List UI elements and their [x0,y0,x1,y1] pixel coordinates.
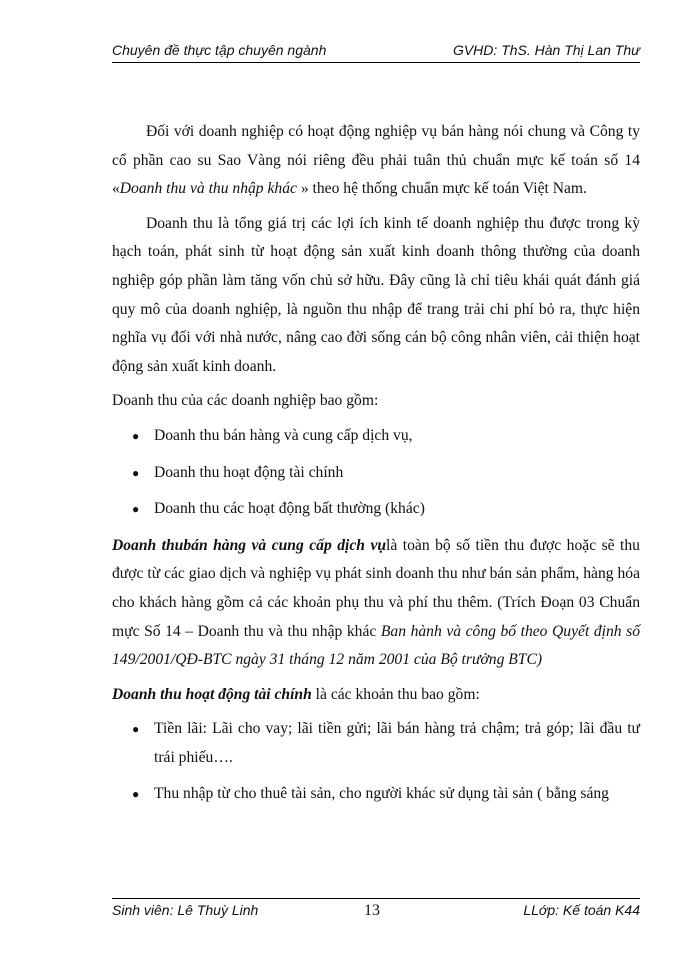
bullet-icon: ● [132,787,140,802]
header-supervisor: GVHD: ThS. Hàn Thị Lan Thư [452,42,640,58]
revenue-types-list [112,422,640,524]
financial-revenue-list [112,715,640,809]
bullet-icon: ● [132,428,140,443]
p4-italic: Ban hành và công bố theo Quyết định số 149/2001/QĐ-BTC ngày 31 tháng 12 năm 2001 của Bộ trưởng BTC) [112,622,640,669]
list-item-text: Doanh thu bán hàng và cung cấp dịch vụ, [154,426,413,444]
term-financial-revenue: Doanh thu hoạt động tài chính [112,685,312,703]
list-item [112,715,640,772]
page-number: 13 [364,902,380,919]
paragraph-revenue-definition: Doanh thu là tổng giá trị các lợi ích kinh tế doanh nghiệp thu được trong kỳ hạch toán, phát sinh từ hoạt động sản xuất kinh doanh thông thường của doanh nghiệp góp phần làm tăng vốn chủ sở hữu. Đây cũng là chỉ tiêu khái quát đánh giá quy mô của doanh nghiệp, là nguồn thu nhập để trang trải chi phí bỏ ra, thực hiện nghĩa vụ đối với nhà nước, nâng cao đời sống cán bộ công nhân viên, cải thiện hoạt động sản xuất kinh doanh. [112,214,640,375]
paragraph-revenue-includes: Doanh thu của các doanh nghiệp bao gồm: [112,392,379,410]
list-item [112,495,640,524]
list-item-text: Tiền lãi: Lãi cho vay; lãi tiền gửi; lãi bán hàng trả chậm; trả góp; lãi đầu tư trái phiếu…. [154,720,640,766]
p1-text-b: » theo hệ thống chuẩn mực kế toán Việt Nam. [300,180,587,198]
list-item-text: Doanh thu hoạt động tài chính [154,463,344,481]
page-header [112,40,640,63]
bullet-icon: ● [132,502,140,517]
bullet-icon: ● [132,722,140,737]
footer-student: Sinh viên: Lê Thuỳ Linh [112,902,259,918]
bullet-icon: ● [132,465,140,480]
page-footer [112,898,640,919]
footer-class: LLớp: Kế toán K44 [523,902,640,918]
p5-text: là các khoản thu bao gồm: [311,685,480,703]
list-item-text: Thu nhập từ cho thuê tài sản, cho người khác sử dụng tài sản ( bằng sáng [154,785,609,803]
list-item [112,459,640,488]
list-item-text: Doanh thu các hoạt động bất thường (khác) [154,500,425,518]
paragraph-financial-revenue [112,681,640,710]
paragraph-standard-14 [112,118,640,204]
header-course-title: Chuyên đề thực tập chuyên ngành [112,42,327,58]
list-item [112,780,640,809]
document-body [112,118,640,817]
p1-italic: Doanh thu và thu nhập khác [119,180,297,198]
paragraph-sales-revenue [112,532,640,675]
p1-text-a: Đối với doanh nghiệp có hoạt động nghiệp vụ bán hàng nói chung và Công ty cổ phần cao su Sao Vàng nói riêng đều phải tuân thủ chuẩn mực kế toán số 14 « [112,123,640,198]
p4-text: là toàn bộ số tiền thu được hoặc sẽ thu được từ các giao dịch và nghiệp vụ phát sinh doanh thu như bán sản phẩm, hàng hóa cho khách hàng gồm cả các khoản phụ thu và phí thu thêm. (Trích Đoạn 03 Chuẩn mực Số 14 – Doanh thu và thu nhập khác [112,536,640,640]
list-item [112,422,640,451]
term-sales-revenue: Doanh thubán hàng và cung cấp dịch vụ [112,536,387,554]
